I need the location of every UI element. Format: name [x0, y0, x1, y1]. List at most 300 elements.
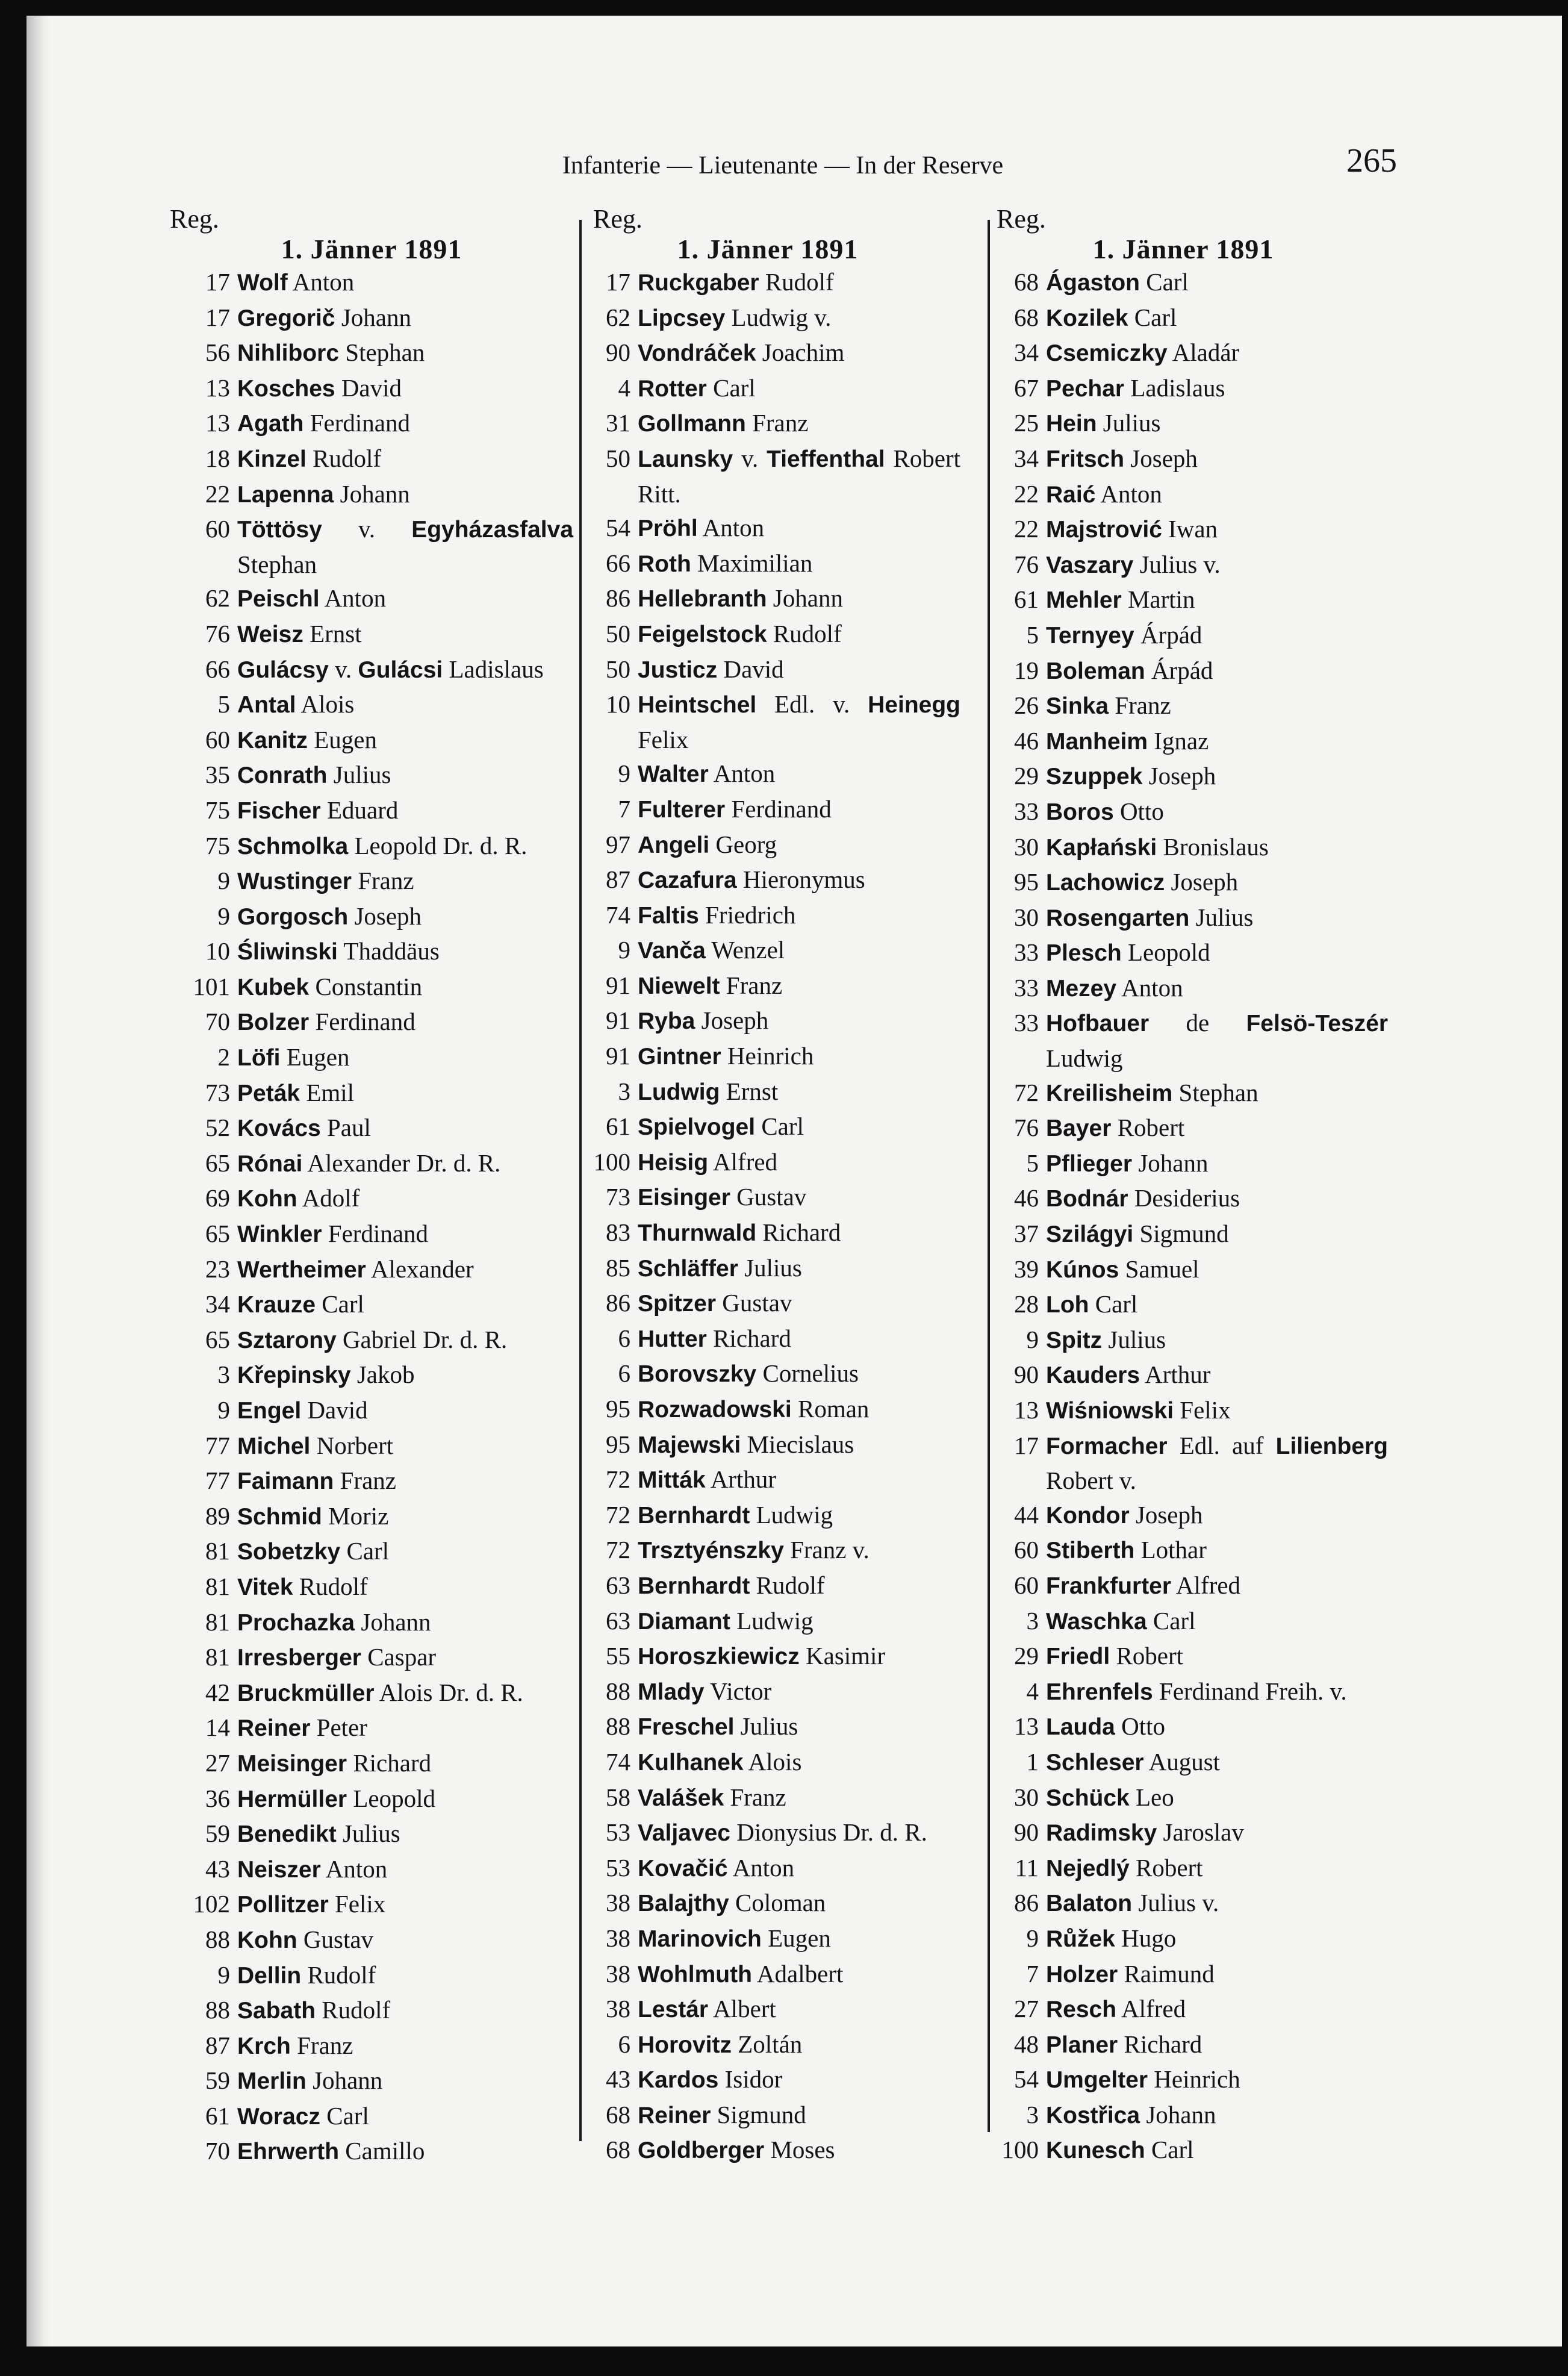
list-item — [170, 406, 573, 441]
given-name: Felix — [334, 1890, 386, 1918]
list-item — [170, 1499, 573, 1535]
surname: Walter — [638, 761, 709, 788]
surname: Ruckgaber — [638, 270, 759, 296]
given-name: Julius — [1195, 903, 1254, 931]
entry-text — [638, 1462, 960, 1498]
list-item — [575, 1639, 960, 1674]
entry-text — [237, 1816, 573, 1852]
given-name: Gustav — [736, 1183, 807, 1211]
entry-text — [237, 1146, 573, 1182]
given-name: Julius v. — [1138, 1889, 1219, 1917]
surname: Bernhardt — [638, 1502, 750, 1529]
surname: Marinovich — [638, 1925, 762, 1952]
surname: Wiśniowski — [1046, 1398, 1174, 1424]
list-item — [170, 829, 573, 864]
entry-text — [237, 441, 573, 477]
reg-number: 46 — [1014, 726, 1039, 755]
reg-number: 13 — [1014, 1712, 1039, 1741]
given-name: Stephan — [1178, 1078, 1258, 1106]
given-name: Robert — [1117, 1114, 1185, 1142]
list-item — [978, 724, 1388, 759]
entry-text — [237, 1217, 573, 1252]
reg-number: 13 — [1014, 1396, 1039, 1424]
entry-text — [1046, 1745, 1388, 1780]
list-item — [575, 1674, 960, 1710]
surname: Spitzer — [638, 1291, 717, 1317]
entry-text — [638, 1921, 960, 1957]
given-name: Victor — [710, 1677, 772, 1705]
list-item — [170, 934, 573, 970]
reg-number: 3 — [217, 1361, 230, 1389]
list-item — [978, 1745, 1388, 1780]
reg-number: 2 — [217, 1043, 230, 1071]
list-item — [170, 652, 573, 688]
reg-number: 50 — [606, 444, 630, 472]
list-item — [575, 862, 960, 898]
surname: Pröhl — [638, 516, 698, 542]
surname: Balajthy — [638, 1891, 729, 1917]
entry-text — [1046, 1709, 1388, 1745]
surname: Resch — [1046, 1997, 1117, 2023]
surname: Formacher — [1046, 1433, 1168, 1459]
surname: Töttösy — [237, 517, 322, 543]
reg-number: 90 — [606, 338, 630, 367]
given-name: Anton — [1100, 479, 1162, 508]
reg-number: 87 — [205, 2031, 230, 2059]
list-item — [978, 265, 1388, 301]
surname: Śliwinski — [237, 939, 338, 965]
surname: Heisig — [638, 1149, 709, 1176]
reg-number: 100 — [1001, 2136, 1039, 2164]
entry-text — [638, 617, 960, 652]
list-item — [978, 1957, 1388, 1992]
entry-text — [237, 758, 573, 793]
list-item — [575, 1745, 960, 1780]
reg-number: 90 — [1014, 1361, 1039, 1389]
surname: Launsky — [638, 446, 733, 472]
entry-text — [237, 1676, 573, 1711]
given-name: Franz — [752, 409, 809, 437]
entry-text — [237, 1782, 573, 1817]
entry-text — [638, 1109, 960, 1145]
entry-text — [237, 2099, 573, 2134]
given-name: de — [1186, 1009, 1210, 1037]
reg-number: 81 — [205, 1643, 230, 1671]
list-item — [170, 1181, 573, 1217]
reg-number: 22 — [1014, 479, 1039, 508]
entry-text — [638, 1780, 960, 1816]
list-item — [575, 1921, 960, 1957]
reg-number: 62 — [205, 584, 230, 613]
surname: Frankfurter — [1046, 1573, 1172, 1599]
given-name: Kasimir — [806, 1642, 886, 1670]
surname: Sztarony — [237, 1327, 337, 1353]
reg-number: 102 — [193, 1890, 230, 1918]
surname: Gollmann — [638, 411, 746, 437]
given-name: Arthur — [1145, 1361, 1211, 1389]
given-name: Anton — [324, 584, 387, 613]
surname: Waschka — [1046, 1608, 1147, 1635]
list-item — [978, 2062, 1388, 2098]
given-name: Julius — [342, 1819, 400, 1848]
surname: Kohn — [237, 1186, 297, 1212]
entry-text — [638, 862, 960, 898]
list-item — [575, 2133, 960, 2168]
given-name: Martin — [1127, 585, 1195, 614]
list-item — [575, 581, 960, 617]
entry-text — [237, 1393, 573, 1429]
entry-text — [1046, 265, 1388, 301]
entry-text — [638, 1251, 960, 1286]
list-item — [170, 1852, 573, 1888]
reg-number: 86 — [1014, 1889, 1039, 1917]
surname: Kondor — [1046, 1502, 1130, 1529]
reg-number: 100 — [593, 1147, 630, 1176]
surname: Rosengarten — [1046, 905, 1190, 931]
reg-number: 5 — [1026, 1149, 1039, 1177]
given-name: Johann — [1138, 1149, 1209, 1177]
entry-text — [237, 1287, 573, 1323]
reg-number: 76 — [1014, 550, 1039, 578]
surname: Wolf — [237, 270, 288, 296]
list-item — [170, 793, 573, 829]
surname: Kinzel — [237, 446, 306, 472]
given-name: Rudolf — [307, 1960, 376, 1989]
reg-number: 9 — [618, 759, 630, 788]
surname: Woracz — [237, 2103, 320, 2130]
list-item — [575, 1392, 960, 1427]
given-name: Caspar — [367, 1643, 437, 1671]
given-name: Anton — [732, 1853, 795, 1882]
reg-number: 70 — [205, 1008, 230, 1036]
surname: Mlady — [638, 1679, 705, 1705]
entry-text — [638, 441, 960, 511]
entry-text — [638, 652, 960, 688]
surname: Rozwadowski — [638, 1397, 792, 1423]
list-item — [978, 759, 1388, 794]
entry-text — [1046, 1323, 1388, 1358]
given-name: v. — [335, 655, 352, 683]
given-name: Dionysius Dr. d. R. — [736, 1818, 927, 1847]
column-date: 1. Jänner 1891 — [281, 234, 462, 264]
surname: Niewelt — [638, 973, 720, 999]
list-item — [170, 723, 573, 758]
reg-number: 61 — [606, 1112, 630, 1141]
given-name: Alois — [300, 690, 355, 719]
given-name: Alois Dr. d. R. — [379, 1678, 523, 1706]
reg-number: 3 — [1026, 2100, 1039, 2128]
entry-text — [1046, 2062, 1388, 2098]
reg-number: 60 — [205, 515, 230, 543]
entry-text — [237, 652, 573, 688]
scan-border-bottom — [0, 2346, 1568, 2376]
surname: Fulterer — [638, 796, 726, 823]
reg-number: 86 — [606, 1289, 630, 1317]
scan-border-right — [1562, 0, 1568, 2376]
list-item — [978, 2133, 1388, 2168]
entry-text — [237, 1464, 573, 1499]
given-name: Johann — [313, 2066, 383, 2095]
given-name: Leopold Dr. d. R. — [354, 831, 527, 859]
given-name: Alexander Dr. d. R. — [307, 1149, 501, 1177]
entry-text — [237, 335, 573, 371]
reg-number: 66 — [606, 549, 630, 577]
surname: Kovács — [237, 1115, 321, 1142]
reg-number: 60 — [1014, 1536, 1039, 1564]
list-item — [978, 1287, 1388, 1323]
entry-text — [638, 1533, 960, 1568]
given-name: Aladár — [1172, 338, 1240, 367]
reg-number: 88 — [205, 1996, 230, 2024]
given-name: Richard — [353, 1748, 432, 1777]
list-item — [170, 899, 573, 935]
given-name: Iwan — [1168, 515, 1218, 543]
list-item — [575, 1286, 960, 1321]
given-name: Julius v. — [1139, 550, 1221, 578]
entry-text — [237, 1605, 573, 1641]
entry-text — [237, 406, 573, 441]
list-item — [978, 1323, 1388, 1358]
entry-text — [638, 1568, 960, 1604]
entry-text — [237, 617, 573, 652]
reg-number: 3 — [618, 1077, 630, 1105]
given-name: Ernst — [726, 1077, 779, 1105]
entry-text — [237, 723, 573, 758]
list-item — [978, 1217, 1388, 1252]
list-item — [978, 582, 1388, 618]
entry-text — [1046, 1429, 1388, 1498]
reg-number: 39 — [1014, 1255, 1039, 1283]
reg-number: 29 — [1014, 1642, 1039, 1670]
given-name: Alfred — [1121, 1995, 1186, 2023]
reg-number: 54 — [606, 514, 630, 542]
given-name: Franz — [730, 1783, 786, 1811]
surname: Schück — [1046, 1785, 1130, 1811]
reg-label: Reg. — [170, 204, 219, 234]
list-item — [170, 301, 573, 336]
entry-text — [638, 1957, 960, 1992]
entry-text — [1046, 1006, 1388, 1075]
surname: Nejedlý — [1046, 1855, 1130, 1882]
list-item — [170, 687, 573, 723]
given-name: Joseph — [1135, 1500, 1203, 1529]
list-item — [575, 1215, 960, 1251]
surname: Manheim — [1046, 728, 1148, 755]
list-item — [575, 1533, 960, 1568]
given-name: Franz — [340, 1467, 396, 1495]
reg-number: 28 — [1014, 1290, 1039, 1318]
entry-text — [638, 1215, 960, 1251]
entry-text — [237, 1252, 573, 1288]
surname-predicate: Heinegg — [868, 692, 960, 719]
entry-text — [638, 1180, 960, 1215]
reg-number: 17 — [205, 268, 230, 296]
reg-number: 36 — [205, 1784, 230, 1812]
list-item — [170, 1464, 573, 1499]
entry-text — [1046, 830, 1388, 865]
reg-number: 43 — [205, 1854, 230, 1883]
given-name: Adalbert — [756, 1959, 844, 1988]
reg-number: 50 — [606, 619, 630, 647]
entry-text — [1046, 1358, 1388, 1393]
given-name: Carl — [1153, 1606, 1196, 1635]
given-name: Arthur — [710, 1465, 776, 1494]
given-name: Árpád — [1140, 620, 1202, 649]
reg-number: 5 — [1026, 620, 1039, 649]
entry-text — [638, 1992, 960, 2027]
list-item — [170, 2063, 573, 2099]
list-item — [170, 970, 573, 1005]
list-item — [170, 441, 573, 477]
list-item — [170, 1676, 573, 1711]
list-item — [978, 1358, 1388, 1393]
list-item — [978, 371, 1388, 407]
reg-number: 27 — [205, 1748, 230, 1777]
reg-number: 95 — [1014, 868, 1039, 896]
list-item — [170, 1146, 573, 1182]
given-name: Peter — [316, 1713, 367, 1742]
reg-number: 14 — [205, 1713, 230, 1742]
entry-text — [237, 1358, 573, 1393]
list-item — [978, 301, 1388, 336]
entry-text — [237, 2028, 573, 2064]
entry-text — [237, 1181, 573, 1217]
given-name: Johann — [773, 584, 843, 613]
list-item — [978, 971, 1388, 1006]
reg-number: 7 — [1026, 1959, 1039, 1988]
entry-text — [237, 477, 573, 513]
reg-number: 83 — [606, 1218, 630, 1247]
given-name: Leo — [1135, 1783, 1174, 1811]
list-item — [575, 687, 960, 756]
surname: Lauda — [1046, 1714, 1115, 1741]
given-name: Desiderius — [1134, 1184, 1240, 1212]
entry-text — [1046, 441, 1388, 477]
reg-number: 9 — [217, 902, 230, 930]
surname: Conrath — [237, 762, 328, 789]
surname: Angeli — [638, 832, 710, 858]
reg-number: 9 — [217, 1960, 230, 1989]
list-item — [170, 1993, 573, 2028]
entry-text — [638, 2133, 960, 2168]
reg-number: 59 — [205, 2066, 230, 2095]
entry-text — [638, 933, 960, 968]
given-name: Maximilian — [697, 549, 813, 577]
entry-text — [1046, 1957, 1388, 1992]
surname: Faimann — [237, 1468, 334, 1495]
surname: Benedikt — [237, 1821, 337, 1848]
list-item — [978, 1921, 1388, 1957]
list-item — [978, 1393, 1388, 1429]
given-name: Carl — [1095, 1290, 1138, 1318]
list-item — [978, 1851, 1388, 1886]
given-name: Franz v. — [790, 1536, 870, 1564]
surname: Justicz — [638, 656, 718, 683]
list-item — [575, 1992, 960, 2027]
surname: Křepinsky — [237, 1362, 351, 1389]
surname: Rotter — [638, 375, 707, 402]
entry-text — [638, 1356, 960, 1392]
reg-number: 70 — [205, 2137, 230, 2165]
surname: Schmid — [237, 1503, 322, 1530]
surname: Kúnos — [1046, 1256, 1119, 1283]
entry-text — [237, 899, 573, 935]
surname: Růžek — [1046, 1925, 1115, 1952]
reg-number: 44 — [1014, 1500, 1039, 1529]
given-name: Robert — [1116, 1642, 1184, 1670]
entry-text — [1046, 1076, 1388, 1111]
surname: Boleman — [1046, 658, 1145, 684]
given-name-continued: Robert Ritt. — [638, 444, 961, 508]
entry-text — [1046, 512, 1388, 547]
list-item — [978, 1181, 1388, 1217]
reg-number: 38 — [606, 1959, 630, 1988]
entry-text — [638, 581, 960, 617]
given-name: Jakob — [356, 1361, 415, 1389]
entry-text — [1046, 1393, 1388, 1429]
surname: Szuppek — [1046, 764, 1143, 790]
surname: Sinka — [1046, 693, 1109, 720]
surname: Thurnwald — [638, 1220, 757, 1247]
list-item — [575, 265, 960, 301]
surname: Raić — [1046, 481, 1096, 508]
given-name: Cornelius — [762, 1359, 859, 1388]
reg-number: 77 — [205, 1431, 230, 1459]
given-name: Georg — [715, 830, 777, 858]
reg-number: 75 — [205, 796, 230, 824]
reg-number: 46 — [1014, 1184, 1039, 1212]
reg-number: 30 — [1014, 903, 1039, 931]
surname: Bernhardt — [638, 1573, 750, 1599]
given-name: Raimund — [1124, 1959, 1215, 1988]
entry-text — [1046, 688, 1388, 724]
list-item — [978, 1006, 1388, 1075]
given-name: Anton — [702, 514, 765, 542]
given-name: Ernst — [310, 619, 362, 647]
surname: Goldberger — [638, 2137, 765, 2164]
surname: Engel — [237, 1398, 302, 1424]
surname: Hellebranth — [638, 586, 767, 613]
given-name: Eugen — [314, 725, 377, 753]
list-item — [170, 1958, 573, 1994]
given-name: Alois — [748, 1747, 802, 1776]
list-item — [978, 1498, 1388, 1533]
given-name: Wenzel — [711, 936, 785, 964]
surname: Faltis — [638, 902, 699, 929]
reg-number: 72 — [606, 1536, 630, 1564]
list-item — [575, 828, 960, 863]
given-name: Stephan — [345, 338, 425, 367]
surname: Weisz — [237, 621, 303, 647]
list-item — [575, 1498, 960, 1533]
reg-number: 9 — [1026, 1325, 1039, 1353]
entry-text — [638, 1851, 960, 1886]
surname: Horoszkiewicz — [638, 1644, 800, 1670]
list-item — [575, 2098, 960, 2133]
entry-text — [237, 1958, 573, 1994]
entry-text — [1046, 1568, 1388, 1604]
list-item — [170, 512, 573, 581]
reg-number: 67 — [1014, 373, 1039, 402]
surname: Bodnár — [1046, 1186, 1128, 1212]
reg-number: 60 — [205, 725, 230, 753]
entry-text — [638, 1003, 960, 1039]
surname: Horovitz — [638, 2031, 732, 2058]
entry-text — [638, 2098, 960, 2133]
given-name: Anton — [292, 268, 355, 296]
given-name: Carl — [326, 2101, 369, 2130]
list-item — [575, 1251, 960, 1286]
